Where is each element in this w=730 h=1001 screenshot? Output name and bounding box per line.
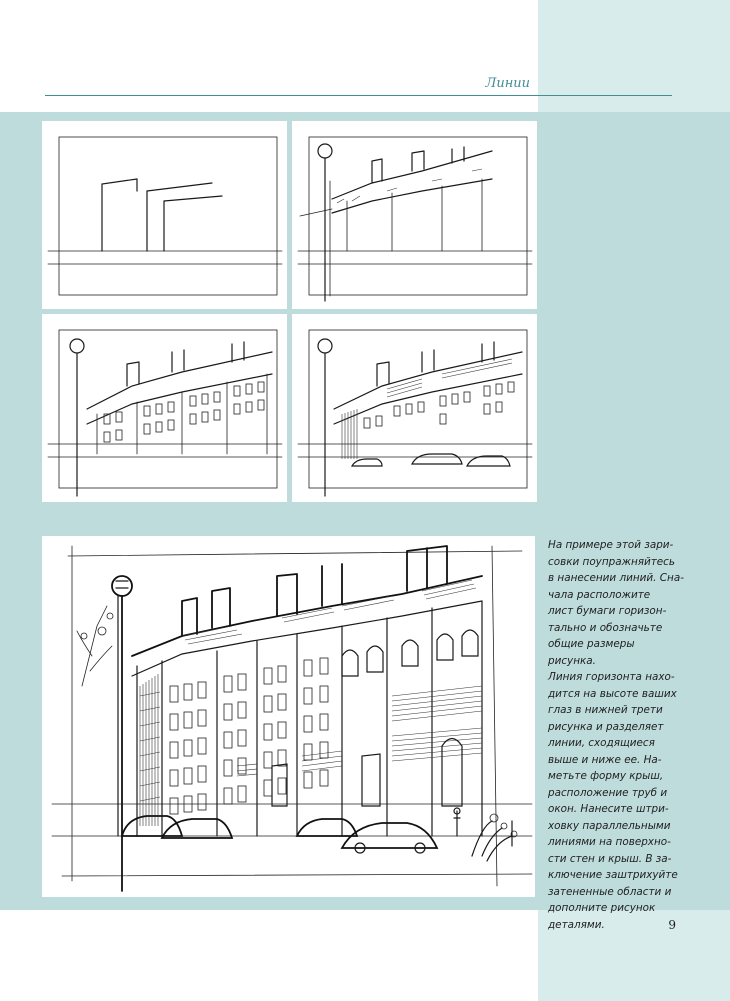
header-rule xyxy=(45,95,672,96)
window xyxy=(184,684,192,700)
window xyxy=(278,694,286,710)
window xyxy=(238,730,246,746)
window xyxy=(198,682,206,698)
window xyxy=(170,798,178,814)
window xyxy=(198,738,206,754)
sketch-step-1 xyxy=(42,121,287,309)
window xyxy=(278,750,286,766)
window xyxy=(320,770,328,786)
sketch-step-4 xyxy=(292,314,537,502)
window xyxy=(224,760,232,776)
window xyxy=(170,742,178,758)
window xyxy=(184,740,192,756)
window xyxy=(170,714,178,730)
window xyxy=(238,786,246,802)
window xyxy=(304,744,312,760)
window xyxy=(320,742,328,758)
window xyxy=(238,702,246,718)
window xyxy=(198,710,206,726)
window xyxy=(198,766,206,782)
window xyxy=(224,704,232,720)
window xyxy=(304,688,312,704)
window xyxy=(198,794,206,810)
main-street-sketch xyxy=(42,536,535,897)
window xyxy=(224,732,232,748)
window xyxy=(264,668,272,684)
window xyxy=(264,696,272,712)
window xyxy=(278,722,286,738)
window xyxy=(264,780,272,796)
step-2-drawing xyxy=(292,121,537,309)
window xyxy=(304,716,312,732)
window xyxy=(320,658,328,674)
step-1-drawing xyxy=(42,121,287,309)
window xyxy=(278,666,286,682)
step-3-drawing xyxy=(42,314,287,502)
sketch-step-3 xyxy=(42,314,287,502)
window xyxy=(170,686,178,702)
window xyxy=(320,686,328,702)
window xyxy=(304,660,312,676)
window xyxy=(170,770,178,786)
window xyxy=(278,778,286,794)
window xyxy=(224,788,232,804)
main-drawing xyxy=(42,536,535,897)
sketch-step-2 xyxy=(292,121,537,309)
window xyxy=(264,752,272,768)
window xyxy=(238,674,246,690)
section-title: Линии xyxy=(485,76,530,91)
window xyxy=(304,772,312,788)
facade-windows xyxy=(170,658,328,814)
window xyxy=(320,714,328,730)
caption-text: На примере этой зари- совки поупражняйтесь в нанесении линий. Сна- чала расположите лист бумаги горизон- тально и обозначьте общие размеры рисунка. Линия горизонта нахо- дится на высоте ваших глаз в нижней трети рисунка и разделяет линии, сходящиеся выше и ниже ее. На- метьте форму крыш, расположение труб и окон. Нанесите штри- ховку параллельными линиями на поверхно- сти стен и крыш. В за- ключение заштрихуйте затененные области и дополните рисунок деталями. xyxy=(548,539,684,931)
step-4-drawing xyxy=(292,314,537,502)
window xyxy=(224,676,232,692)
window xyxy=(184,712,192,728)
window xyxy=(184,768,192,784)
window xyxy=(264,724,272,740)
page-number: 9 xyxy=(668,918,676,932)
